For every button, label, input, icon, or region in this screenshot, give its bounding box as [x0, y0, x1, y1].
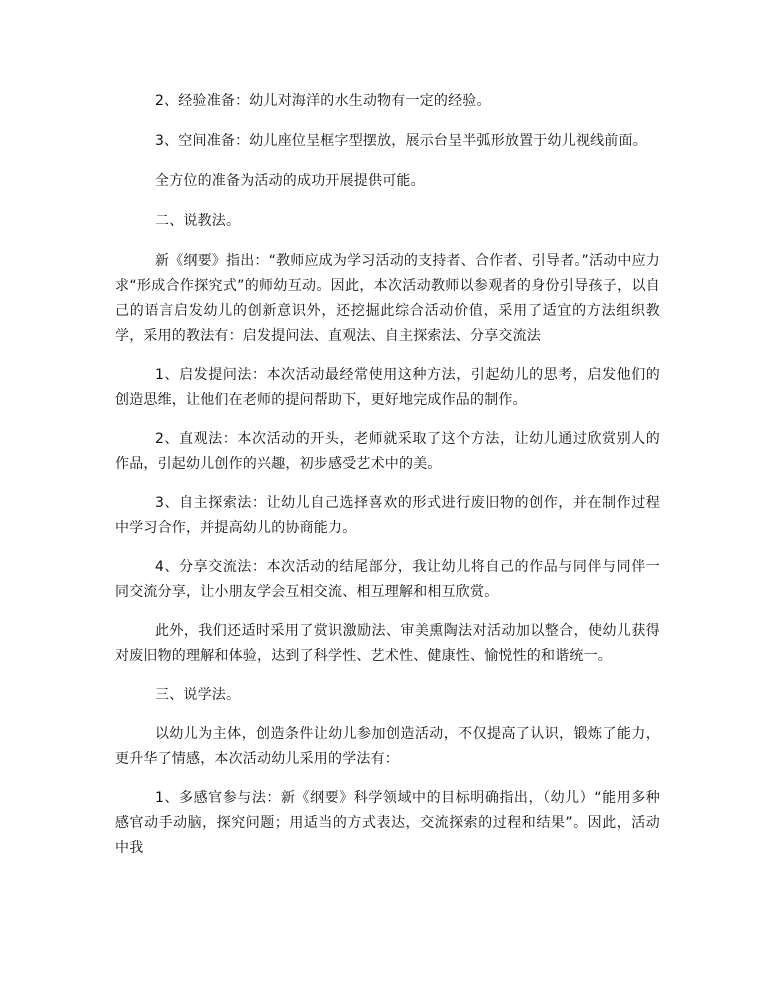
paragraph-method-sharing: 4、分享交流法：本次活动的结尾部分，我让幼儿将自己的作品与同伴与同伴一同交流分享，让小朋友学会互相交流、相互理解和相互欣赏。	[115, 559, 660, 600]
document-page	[115, 78, 660, 861]
paragraph-method-questioning: 1、启发提问法：本次活动最经常使用这种方法，引起幼儿的思考，启发他们的创造思维，让他们在老师的提问帮助下，更好地完成作品的制作。	[115, 367, 660, 408]
paragraph-method-intuitive: 2、直观法：本次活动的开头，老师就采取了这个方法，让幼儿通过欣赏别人的作品，引起幼儿创作的兴趣，初步感受艺术中的美。	[115, 431, 660, 472]
paragraph-prep-summary: 全方位的准备为活动的成功开展提供可能。	[155, 173, 425, 189]
paragraph-space-prep: 3、空间准备：幼儿座位呈框字型摆放，展示台呈半弧形放置于幼儿视线前面。	[155, 133, 647, 149]
heading-learning-methods: 三、说学法。	[155, 687, 241, 703]
heading-teaching-methods: 二、说教法。	[155, 213, 241, 229]
paragraph-learning-intro: 以幼儿为主体，创造条件让幼儿参加创造活动，不仅提高了认识，锻炼了能力，更升华了情感，本次活动幼儿采用的学法有：	[115, 726, 660, 767]
paragraph-guideline-quote: 新《纲要》指出：“教师应成为学习活动的支持者、合作者、引导者。”活动中应力求“形成合作探究式”的师幼互动。因此，本次活动教师以参观者的身份引导孩子，以自己的语言启发幼儿的创新意识外，还挖掘此综合活动价值，采用了适宜的方法组织教学，采用的教法有：启发提问法、直观法、自主探索法、分享交流法	[115, 253, 660, 344]
paragraph-experience-prep: 2、经验准备：幼儿对海洋的水生动物有一定的经验。	[155, 93, 491, 109]
paragraph-method-exploration: 3、自主探索法：让幼儿自己选择喜欢的形式进行废旧物的创作，并在制作过程中学习合作，并提高幼儿的协商能力。	[115, 495, 660, 536]
paragraph-additional-methods: 此外，我们还适时采用了赏识激励法、审美熏陶法对活动加以整合，使幼儿获得对废旧物的理解和体验，达到了科学性、艺术性、健康性、愉悦性的和谐统一。	[115, 623, 660, 664]
paragraph-multisensory: 1、多感官参与法：新《纲要》科学领域中的目标明确指出，（幼儿）“能用多种感官动手动脑，探究问题；用适当的方式表达，交流探索的过程和结果”。因此，活动中我	[115, 790, 660, 856]
